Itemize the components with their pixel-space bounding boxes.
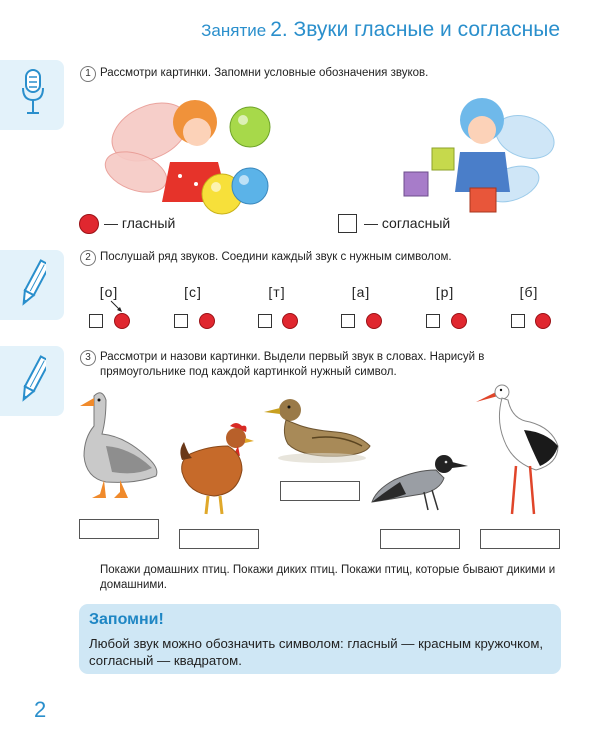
task-3-text: Рассмотри и назови картинки. Выдели первый звук в словах. Нарисуй в прямоугольнике под каждой картинкой нужный символ.	[100, 351, 485, 378]
circle-symbol[interactable]	[114, 313, 130, 329]
fairy-with-cubes-illustration	[400, 92, 560, 217]
square-symbol[interactable]	[511, 314, 525, 328]
task-number: 1	[80, 66, 96, 82]
lesson-title: 2. Звуки гласные и согласные	[270, 18, 560, 41]
task-number: 3	[80, 350, 96, 366]
sound-label: [т]	[268, 284, 286, 300]
page-number: 2	[34, 697, 47, 722]
answer-box-goose[interactable]	[79, 519, 159, 539]
remember-title: Запомни!	[89, 611, 164, 628]
square-symbol[interactable]	[341, 314, 355, 328]
duck-illustration	[262, 394, 374, 466]
goose-illustration	[76, 386, 166, 504]
lesson-label: Занятие	[201, 21, 267, 40]
task-2-text: Послушай ряд звуков. Соедини каждый звук с нужным символом.	[100, 251, 452, 263]
answer-box-crow[interactable]	[380, 529, 460, 549]
answer-box-hen[interactable]	[179, 529, 259, 549]
microphone-tab	[0, 60, 64, 130]
sound-label: [о]	[99, 284, 119, 300]
remember-text: Любой звук можно обозначить символом: гласный — красным кружочком, согласный — квадратом.	[89, 636, 544, 668]
task-1-text: Рассмотри картинки. Запомни условные обозначения звуков.	[100, 67, 429, 79]
square-symbol[interactable]	[426, 314, 440, 328]
task-3-note: Покажи домашних птиц. Покажи диких птиц. Покажи птиц, которые бывают дикими и домашними.	[100, 564, 556, 591]
page-title	[201, 18, 560, 42]
circle-symbol[interactable]	[199, 313, 215, 329]
sound-label: [б]	[519, 284, 539, 300]
remember-box	[79, 604, 561, 674]
sound-label: [а]	[351, 284, 371, 300]
legend-vowel: — гласный	[104, 215, 176, 231]
pencil-icon	[22, 258, 46, 310]
sound-label: [р]	[435, 284, 455, 300]
circle-symbol[interactable]	[282, 313, 298, 329]
microphone-icon	[22, 68, 44, 120]
fairy-with-balloons-illustration	[100, 92, 290, 222]
hen-illustration	[178, 420, 256, 520]
circle-symbol[interactable]	[451, 313, 467, 329]
consonant-square-symbol	[338, 214, 357, 233]
square-symbol[interactable]	[89, 314, 103, 328]
pencil-tab	[0, 250, 64, 320]
crow-illustration	[370, 450, 470, 520]
legend-consonant: — согласный	[364, 215, 451, 231]
vowel-circle-symbol	[79, 214, 99, 234]
square-symbol[interactable]	[258, 314, 272, 328]
circle-symbol[interactable]	[535, 313, 551, 329]
circle-symbol[interactable]	[366, 313, 382, 329]
sound-label: [с]	[184, 284, 202, 300]
answer-box-duck[interactable]	[280, 481, 360, 501]
answer-box-stork[interactable]	[480, 529, 560, 549]
pencil-tab-2	[0, 346, 64, 416]
stork-illustration	[474, 380, 566, 522]
task-number: 2	[80, 250, 96, 266]
square-symbol[interactable]	[174, 314, 188, 328]
pencil-icon	[22, 354, 46, 406]
